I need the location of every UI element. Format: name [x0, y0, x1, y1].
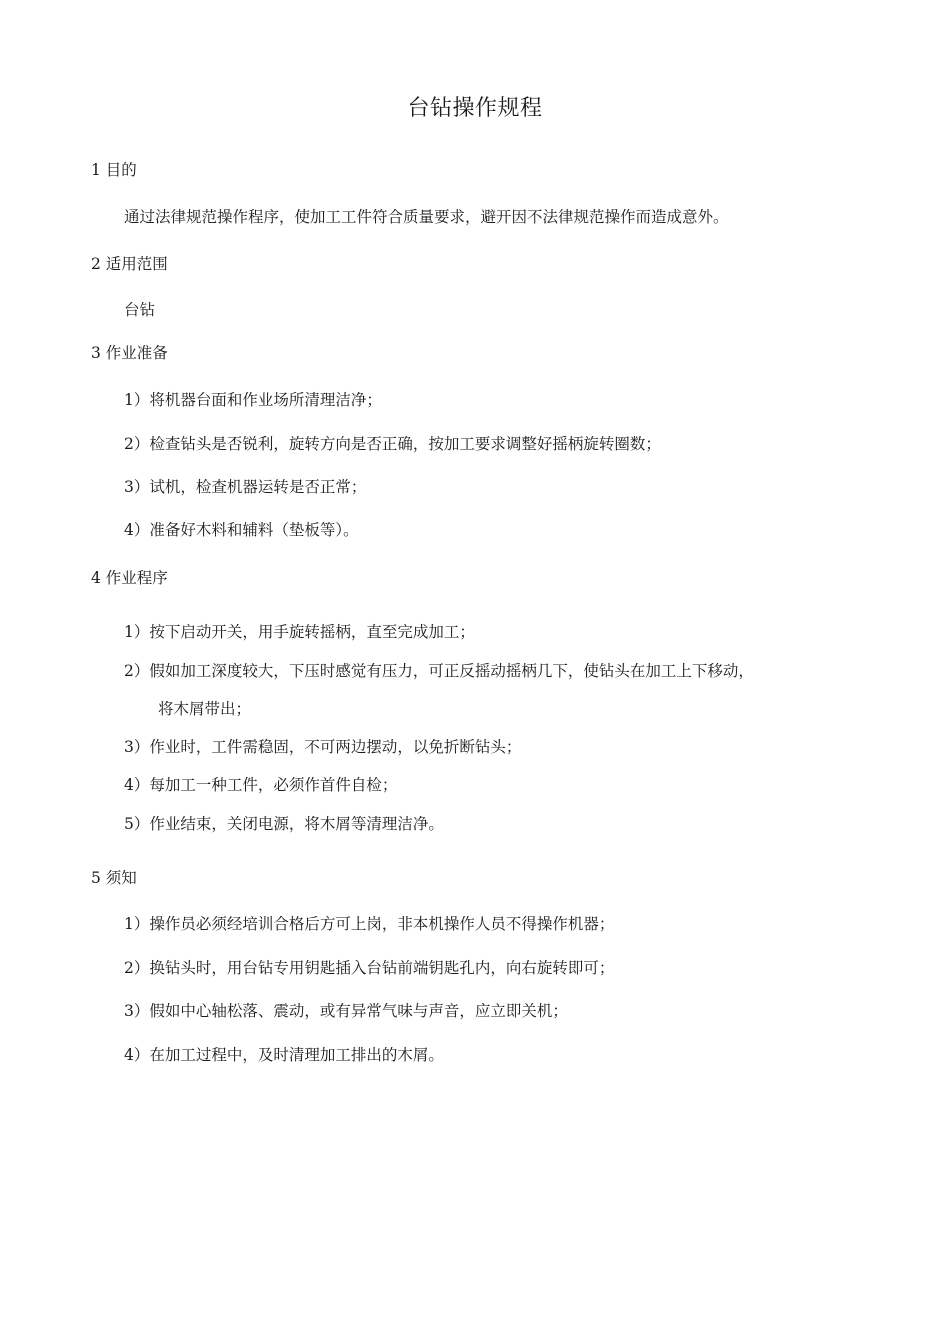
list-item: 3）作业时，工件需稳固，不可两边摆动，以免折断钻头；: [124, 738, 522, 756]
list-item: 2）检查钻头是否锐利，旋转方向是否正确，按加工要求调整好摇柄旋转圈数；: [124, 435, 661, 453]
list-item: 1）按下启动开关，用手旋转摇柄，直至完成加工；: [124, 623, 475, 641]
section-heading-preparation: 3 作业准备: [91, 344, 168, 362]
list-item: 4）准备好木料和辅料（垫板等）。: [124, 521, 359, 539]
section-paragraph-purpose: 通过法律规范操作程序，使加工工件符合质量要求，避开因不法律规范操作而造成意外。: [124, 208, 729, 226]
list-item: 1）将机器台面和作业场所清理洁净；: [124, 391, 382, 409]
section-paragraph-scope: 台钻: [124, 301, 156, 319]
list-item-continuation: 将木屑带出；: [158, 700, 252, 718]
section-heading-procedure: 4 作业程序: [91, 569, 168, 587]
section-heading-purpose: 1 目的: [91, 161, 137, 179]
list-item: 3）假如中心轴松落、震动，或有异常气味与声音，应立即关机；: [124, 1002, 568, 1020]
list-item: 5）作业结束，关闭电源，将木屑等清理洁净。: [124, 815, 444, 833]
list-item: 1）操作员必须经培训合格后方可上岗，非本机操作人员不得操作机器；: [124, 915, 615, 933]
section-heading-notes: 5 须知: [91, 869, 137, 887]
document-title: 台钻操作规程: [407, 96, 543, 121]
list-item: 2）假如加工深度较大，下压时感觉有压力，可正反摇动摇柄几下，使钻头在加工上下移动，: [124, 662, 754, 680]
list-item: 4）在加工过程中，及时清理加工排出的木屑。: [124, 1046, 444, 1064]
list-item: 3）试机，检查机器运转是否正常；: [124, 478, 367, 496]
section-heading-scope: 2 适用范围: [91, 255, 168, 273]
list-item: 2）换钻头时，用台钻专用钥匙插入台钻前端钥匙孔内，向右旋转即可；: [124, 959, 615, 977]
list-item: 4）每加工一种工件，必须作首件自检；: [124, 776, 398, 794]
